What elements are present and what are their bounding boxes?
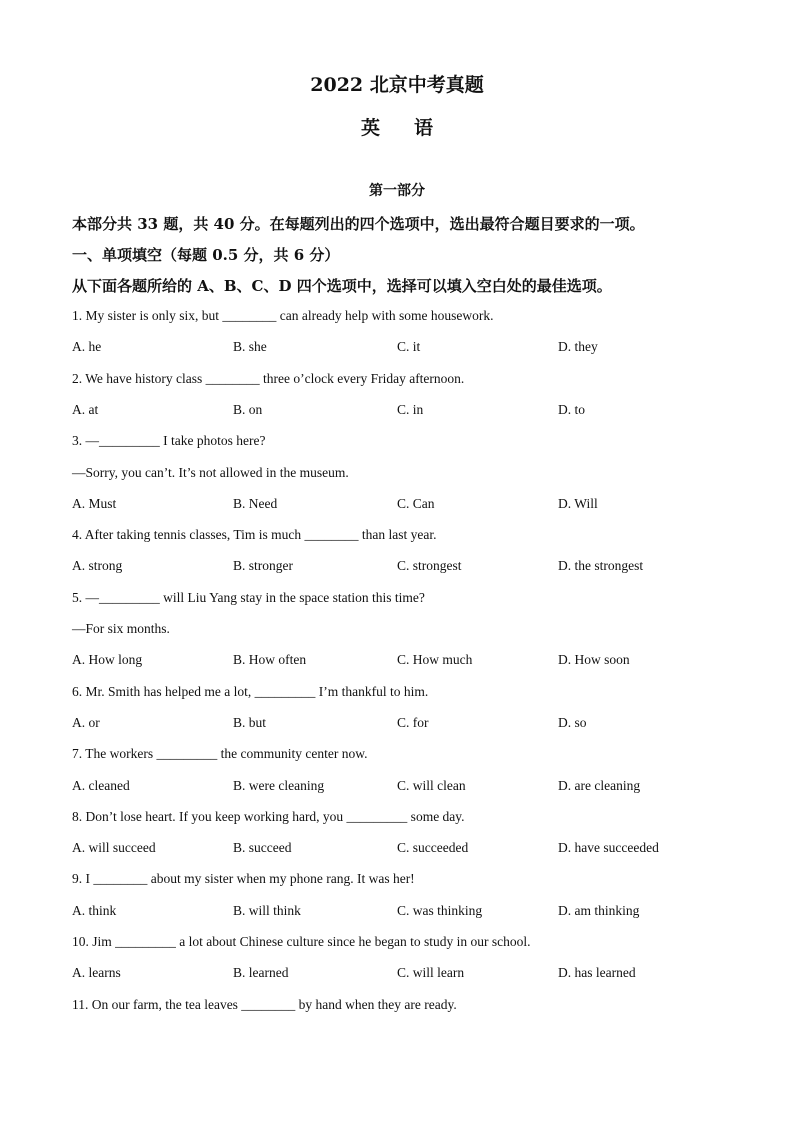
option-d: D. Will	[558, 495, 598, 511]
option-b: B. How often	[233, 652, 307, 668]
option-row	[72, 715, 752, 733]
option-a: A. How long	[72, 652, 143, 668]
question-stem: 9. I ________ about my sister when my phone rang. It was her!	[72, 871, 415, 887]
section-directions: 从下面各题所给的 A、B、C、D 四个选项中，选择可以填入空白处的最佳选项。	[72, 277, 612, 295]
option-b: B. were cleaning	[233, 777, 325, 793]
option-d: D. the strongest	[558, 558, 644, 574]
option-a: A. Must	[72, 495, 117, 511]
question-stem: 6. Mr. Smith has helped me a lot, _________ I’m thankful to him.	[72, 683, 429, 699]
part-label: 第一部分	[369, 183, 425, 199]
option-a: A. strong	[72, 558, 123, 574]
option-row	[72, 840, 752, 858]
option-d: D. How soon	[558, 652, 630, 668]
option-row	[72, 778, 752, 796]
option-a: A. or	[72, 714, 100, 730]
option-c: C. How much	[397, 652, 473, 668]
option-c: C. Can	[397, 495, 435, 511]
option-b: B. she	[233, 339, 267, 355]
option-row	[72, 558, 752, 576]
option-row	[72, 496, 752, 514]
option-d: D. they	[558, 339, 598, 355]
question-stem: 3. —_________ I take photos here?	[72, 433, 266, 449]
option-row	[72, 652, 752, 670]
option-a: A. at	[72, 401, 99, 417]
option-d: D. so	[558, 714, 587, 730]
question-stem: 2. We have history class ________ three o’clock every Friday afternoon.	[72, 370, 465, 386]
option-b: B. will think	[233, 902, 301, 918]
question-stem: 8. Don’t lose heart. If you keep working hard, you _________ some day.	[72, 808, 465, 824]
question-stem: 10. Jim _________ a lot about Chinese culture since he began to study in our school.	[72, 934, 531, 949]
option-b: B. Need	[233, 495, 278, 511]
option-d: D. has learned	[558, 965, 636, 981]
question-stem: 4. After taking tennis classes, Tim is much ________ than last year.	[72, 527, 437, 543]
option-c: C. was thinking	[397, 902, 483, 918]
option-c: C. in	[397, 401, 424, 417]
subject-title: 英语	[360, 117, 467, 139]
option-c: C. will clean	[397, 777, 466, 793]
exam-title: 2022 北京中考真题	[310, 74, 484, 96]
question-stem: 1. My sister is only six, but ________ can already help with some housework.	[72, 308, 494, 323]
option-c: C. it	[397, 339, 421, 355]
question-stem: 11. On our farm, the tea leaves ________ by hand when they are ready.	[72, 996, 457, 1012]
option-row	[72, 965, 752, 983]
option-b: B. but	[233, 714, 267, 730]
option-row	[72, 402, 752, 420]
option-d: D. to	[558, 401, 585, 417]
question-stem: 5. —_________ will Liu Yang stay in the space station this time?	[72, 589, 425, 605]
option-d: D. am thinking	[558, 902, 640, 918]
option-a: A. he	[72, 339, 102, 355]
option-d: D. are cleaning	[558, 777, 641, 793]
option-a: A. will succeed	[72, 840, 156, 856]
option-a: A. cleaned	[72, 777, 130, 793]
question-dialogue-line: —For six months.	[72, 621, 170, 636]
option-row	[72, 903, 752, 921]
option-b: B. succeed	[233, 840, 292, 856]
option-b: B. on	[233, 401, 263, 417]
option-b: B. learned	[233, 965, 289, 981]
part-intro: 本部分共 33 题，共 40 分。在每题列出的四个选项中，选出最符合题目要求的一项。	[72, 215, 645, 233]
question-stem: 7. The workers _________ the community center now.	[72, 746, 368, 762]
option-d: D. have succeeded	[558, 840, 659, 856]
option-c: C. for	[397, 714, 429, 730]
section-heading: 一、单项填空（每题 0.5 分，共 6 分）	[72, 246, 340, 264]
option-b: B. stronger	[233, 558, 293, 574]
option-a: A. learns	[72, 965, 121, 981]
question-dialogue-line: —Sorry, you can’t. It’s not allowed in the museum.	[72, 464, 349, 480]
option-a: A. think	[72, 902, 117, 918]
option-c: C. succeeded	[397, 840, 469, 856]
option-c: C. will learn	[397, 965, 465, 981]
option-c: C. strongest	[397, 558, 462, 574]
option-row	[72, 339, 752, 357]
